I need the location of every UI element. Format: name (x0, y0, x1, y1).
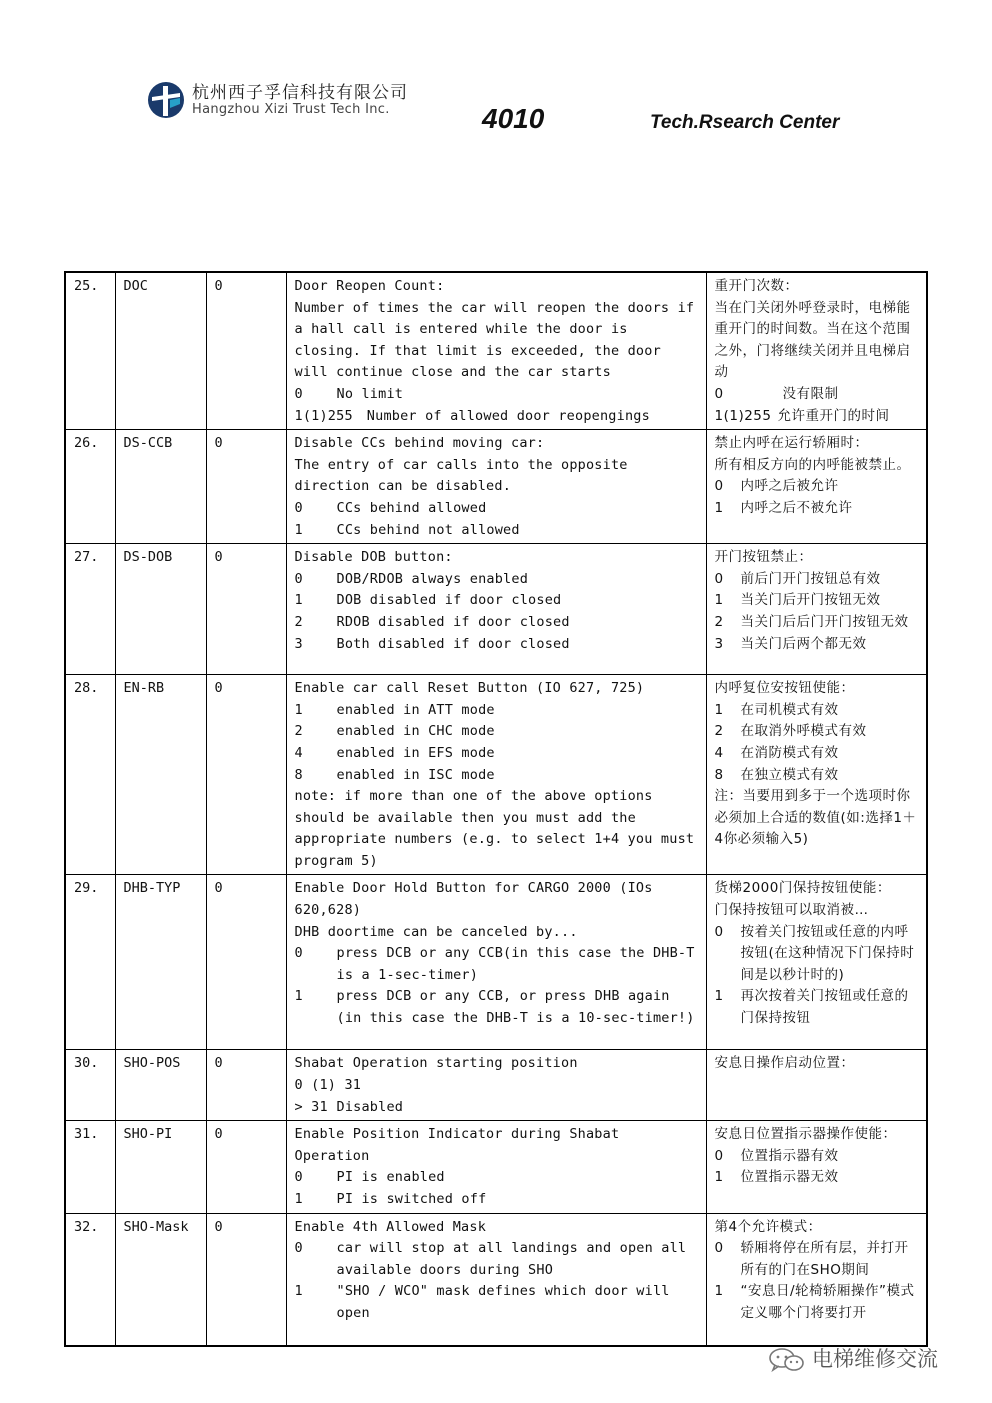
table-row (65, 675, 927, 875)
company-name-en: Hangzhou Xizi Trust Tech Inc. (192, 102, 390, 117)
cn-option-value: 8 (714, 766, 724, 783)
param-name (115, 675, 206, 875)
en-option (295, 520, 699, 542)
cn-option-text: 轿厢将停在所有层，并打开所有的门在SHO期间 (740, 1240, 909, 1278)
en-desc: The entry of car calls into the opposite direction can be disabled. (294, 456, 628, 495)
en-option (295, 590, 699, 612)
param-name-text: DS-DOB (123, 549, 173, 566)
cn-option (715, 590, 920, 612)
param-name-text: DS-CCB (123, 435, 173, 452)
en-option-text: DOB disabled if door closed (336, 592, 562, 609)
en-option (295, 569, 699, 591)
table-row (65, 1213, 927, 1346)
table-row (65, 875, 927, 1050)
param-name (115, 544, 206, 675)
en-option-value: 0 (294, 570, 303, 587)
cn-option-text: 允许重开门的时间 (777, 407, 890, 424)
param-number (65, 875, 115, 1050)
cn-option-value: 0 (714, 385, 724, 402)
param-description-cn (706, 1121, 927, 1213)
param-number-text: 27. (74, 549, 99, 566)
cn-option (715, 743, 920, 765)
en-option-value: 3 (294, 635, 303, 652)
en-option-value: 1 (294, 521, 303, 538)
table-row (65, 1121, 927, 1213)
en-option (295, 743, 699, 765)
document-code: 4010 (482, 103, 545, 134)
cn-option-text: 位置指示器有效 (740, 1147, 839, 1164)
en-option-value: 1 (294, 701, 303, 718)
cn-title: 第4个允许模式： (714, 1218, 822, 1235)
cn-desc: 当在门关闭外呼登录时，电梯能重开门的时间数。当在这个范围之外，门将继续关闭并且电梯启动 (714, 299, 911, 381)
param-number-text: 26. (74, 435, 99, 452)
param-description-cn (706, 1213, 927, 1346)
param-number-text: 31. (74, 1126, 99, 1143)
param-number (65, 272, 115, 430)
en-title: Shabat Operation starting position (294, 1055, 578, 1072)
param-default (206, 875, 286, 1050)
param-description-en (286, 272, 706, 430)
company-logo-icon (146, 80, 186, 120)
en-option-text: enabled in EFS mode (336, 744, 495, 761)
cn-option-text: 按着关门按钮或任意的内呼按钮(在这种情况下门保持时间是以秒计时的) (740, 923, 915, 983)
param-number-text: 29. (74, 880, 99, 897)
param-description-cn (706, 544, 927, 675)
en-title: Enable 4th Allowed Mask (294, 1218, 487, 1235)
en-option (295, 406, 699, 428)
param-number (65, 675, 115, 875)
cn-option-value: 0 (714, 1240, 724, 1257)
cn-option (715, 384, 920, 406)
en-option-value: 0 (294, 1240, 303, 1257)
watermark (768, 1343, 938, 1373)
cn-option-value: 2 (714, 723, 724, 740)
cn-option (715, 1167, 920, 1189)
en-option-text: press DCB or any CCB, or press DHB again (in this case the DHB-T is a 10-sec-timer!) (336, 988, 695, 1027)
cn-option (715, 634, 920, 656)
en-option (295, 612, 699, 634)
table-row (65, 272, 927, 430)
cn-option (715, 612, 920, 634)
param-number-text: 25. (74, 278, 99, 294)
param-default (206, 544, 286, 675)
cn-option (715, 406, 920, 428)
param-description-en (286, 430, 706, 544)
param-name-text: EN-RB (123, 680, 165, 697)
param-description-cn (706, 675, 927, 875)
cn-option-text: 没有限制 (782, 385, 839, 402)
cn-option (715, 498, 920, 520)
cn-option (715, 1146, 920, 1168)
en-option (295, 634, 699, 656)
param-number (65, 544, 115, 675)
cn-option-value: 0 (714, 478, 724, 495)
en-title: Enable car call Reset Button (IO 627, 725) (294, 680, 645, 697)
param-description-en (286, 544, 706, 675)
en-note: note: if more than one of the above options should be available then you must add the appropriate numbers (e.g. to select 1+4 you must program 5) (294, 788, 695, 869)
en-option-text: Disabled (336, 1098, 404, 1115)
en-option-value: 4 (294, 744, 303, 761)
cn-option-value: 1 (714, 1283, 724, 1300)
en-option (295, 1075, 699, 1097)
cn-option (715, 721, 920, 743)
cn-option (715, 700, 920, 722)
en-option-text: enabled in ATT mode (336, 701, 495, 718)
cn-desc: 所有相反方向的内呼能被禁止。 (714, 456, 911, 473)
cn-option-text: 在独立模式有效 (740, 766, 839, 783)
param-name-text: DOC (123, 278, 148, 294)
cn-option-value: 1 (714, 1169, 724, 1186)
en-option-value: 2 (294, 613, 303, 630)
en-option-value: 0 (294, 1169, 303, 1186)
cn-option-value: 1 (714, 592, 724, 609)
param-number-text: 32. (74, 1218, 99, 1235)
en-option-text: "SHO / WCO" mask defines which door will open (336, 1283, 670, 1321)
en-option-value: 0 (294, 499, 303, 516)
en-option (295, 721, 699, 743)
param-name (115, 272, 206, 430)
param-description-cn (706, 875, 927, 1050)
param-name-text: SHO-Mask (123, 1218, 189, 1235)
cn-option-text: 内呼之后不被允许 (740, 499, 853, 516)
cn-option-text: 在取消外呼模式有效 (740, 723, 867, 740)
param-default-text: 0 (214, 435, 223, 452)
en-title: Door Reopen Count: (294, 278, 445, 294)
param-number (65, 1050, 115, 1121)
cn-option-text: 前后门开门按钮总有效 (740, 570, 881, 587)
param-default (206, 272, 286, 430)
watermark-text: 电梯维修交流 (812, 1347, 938, 1371)
param-name-text: DHB-TYP (123, 880, 181, 897)
cn-title: 货梯2000门保持按钮使能： (714, 880, 891, 897)
parameter-table (64, 271, 928, 1347)
param-description-en (286, 675, 706, 875)
en-option-text: PI is enabled (336, 1169, 445, 1186)
cn-option (715, 765, 920, 787)
param-name (115, 875, 206, 1050)
param-description-en (286, 1213, 706, 1346)
cn-option (715, 1281, 920, 1324)
en-title: Enable Door Hold Button for CARGO 2000 (IOs 620,628) (294, 880, 653, 919)
en-desc: Number of times the car will reopen the doors if a hall call is entered while the door is closing. If that limit is exceeded, the door will continue close and the car starts (294, 299, 695, 381)
en-option-text: CCs behind not allowed (336, 521, 520, 538)
param-default-text: 0 (214, 1055, 223, 1072)
table-row (65, 544, 927, 675)
param-number (65, 430, 115, 544)
param-name-text: SHO-POS (123, 1055, 181, 1072)
cn-title: 安息日操作启动位置： (714, 1055, 855, 1072)
param-default-text: 0 (214, 680, 223, 697)
table-row (65, 430, 927, 544)
cn-title: 禁止内呼在运行轿厢时： (714, 435, 869, 452)
en-option-text: enabled in ISC mode (336, 766, 495, 783)
en-option-text: CCs behind allowed (336, 499, 487, 516)
company-name-cn: 杭州西子孚信科技有限公司 (192, 83, 408, 103)
cn-desc: 门保持按钮可以取消被… (714, 902, 869, 919)
cn-option (715, 569, 920, 591)
cn-option-value: 2 (714, 613, 724, 630)
param-default-text: 0 (214, 278, 223, 294)
en-option (295, 943, 699, 986)
en-option (295, 1281, 699, 1324)
wechat-icon (768, 1347, 806, 1373)
en-title: Disable DOB button: (294, 549, 453, 566)
en-option-value: > 31 (294, 1098, 328, 1115)
en-option (295, 1238, 699, 1281)
cn-option-value: 1(1)255 (714, 407, 772, 424)
en-title: Enable Position Indicator during Shabat Operation (294, 1126, 620, 1164)
en-option-value: 2 (294, 723, 303, 740)
company-logo (146, 76, 416, 124)
cn-note: 注：当要用到多于一个选项时你必须加上合适的数值(如:选择1＋4你必须输入5) (714, 788, 917, 848)
cn-option-text: 内呼之后被允许 (740, 478, 839, 495)
cn-title: 内呼复位安按钮使能： (714, 680, 855, 697)
param-number-text: 30. (74, 1055, 99, 1072)
param-default (206, 1213, 286, 1346)
param-description-en (286, 1121, 706, 1213)
param-description-en (286, 1050, 706, 1121)
en-option-text: Both disabled if door closed (336, 635, 570, 652)
en-option (295, 498, 699, 520)
cn-option-value: 1 (714, 988, 724, 1005)
param-number-text: 28. (74, 680, 99, 697)
cn-option (715, 476, 920, 498)
table-row (65, 1050, 927, 1121)
cn-option (715, 986, 920, 1029)
en-option-value: 1 (294, 988, 303, 1005)
param-description-cn (706, 1050, 927, 1121)
en-option-text: press DCB or any CCB(in this case the DHB-T is a 1-sec-timer) (336, 945, 695, 983)
en-option-value: 8 (294, 766, 303, 783)
en-option-text: car will stop at all landings and open all available doors during SHO (336, 1240, 687, 1278)
en-option-value: 0 (294, 385, 303, 402)
en-option-value: 0 (294, 945, 303, 962)
param-description-cn (706, 272, 927, 430)
en-option-text: PI is switched off (336, 1191, 487, 1208)
en-option-value: 1 (294, 592, 303, 609)
param-default (206, 675, 286, 875)
cn-title: 开门按钮禁止： (714, 549, 813, 566)
param-default (206, 430, 286, 544)
param-default-text: 0 (214, 1126, 223, 1143)
en-option-text (375, 1075, 698, 1097)
en-option (295, 1097, 699, 1119)
en-option-value: 1 (294, 1191, 303, 1208)
param-name (115, 430, 206, 544)
param-number (65, 1121, 115, 1213)
en-option (295, 384, 699, 406)
cn-option-text: “安息日/轮椅轿厢操作”模式定义哪个门将要打开 (740, 1283, 915, 1321)
cn-option-value: 0 (714, 570, 724, 587)
param-default-text: 0 (214, 549, 223, 566)
cn-option-value: 3 (714, 635, 724, 652)
en-title: Disable CCs behind moving car: (294, 435, 545, 452)
param-name (115, 1050, 206, 1121)
en-option-text: RDOB disabled if door closed (336, 613, 570, 630)
param-name (115, 1213, 206, 1346)
cn-option (715, 1238, 920, 1281)
en-option (295, 1167, 699, 1189)
param-name (115, 1121, 206, 1213)
cn-title: 重开门次数： (714, 278, 799, 294)
param-default-text: 0 (214, 880, 223, 897)
en-option-value: 0 (1) 31 (294, 1077, 362, 1094)
param-default (206, 1121, 286, 1213)
en-option (295, 1189, 699, 1211)
cn-option-text: 在司机模式有效 (740, 701, 839, 718)
en-desc: DHB doortime can be canceled by... (294, 923, 578, 940)
cn-option-text: 位置指示器无效 (740, 1169, 839, 1186)
param-default (206, 1050, 286, 1121)
cn-option-value: 0 (714, 1147, 724, 1164)
param-default-text: 0 (214, 1218, 223, 1235)
param-description-en (286, 875, 706, 1050)
en-option (295, 986, 699, 1029)
en-option (295, 700, 699, 722)
cn-option-text: 在消防模式有效 (740, 744, 839, 761)
cn-option-value: 1 (714, 499, 724, 516)
en-option-text: DOB/RDOB always enabled (336, 570, 529, 587)
param-number (65, 1213, 115, 1346)
en-option-text: Number of allowed door reopengings (366, 407, 650, 424)
cn-option-text: 再次按着关门按钮或任意的门保持按钮 (740, 988, 909, 1027)
en-option-value: 1 (294, 1283, 303, 1300)
cn-option-text: 当关门后两个都无效 (740, 635, 867, 652)
cn-option-value: 1 (714, 701, 724, 718)
cn-option-text: 当关门后后门开门按钮无效 (740, 613, 909, 630)
cn-option-value: 0 (714, 923, 724, 940)
en-option (295, 765, 699, 787)
en-option-text: enabled in CHC mode (336, 723, 495, 740)
cn-option-value: 4 (714, 744, 724, 761)
cn-option-text: 当关门后开门按钮无效 (740, 592, 881, 609)
param-description-cn (706, 430, 927, 544)
department-name: Tech.Rsearch Center (650, 112, 840, 133)
cn-option (715, 922, 920, 987)
param-name-text: SHO-PI (123, 1126, 173, 1143)
cn-title: 安息日位置指示器操作使能： (714, 1126, 897, 1143)
en-option-value: 1(1)255 (294, 407, 353, 424)
en-option-text: No limit (336, 385, 404, 402)
